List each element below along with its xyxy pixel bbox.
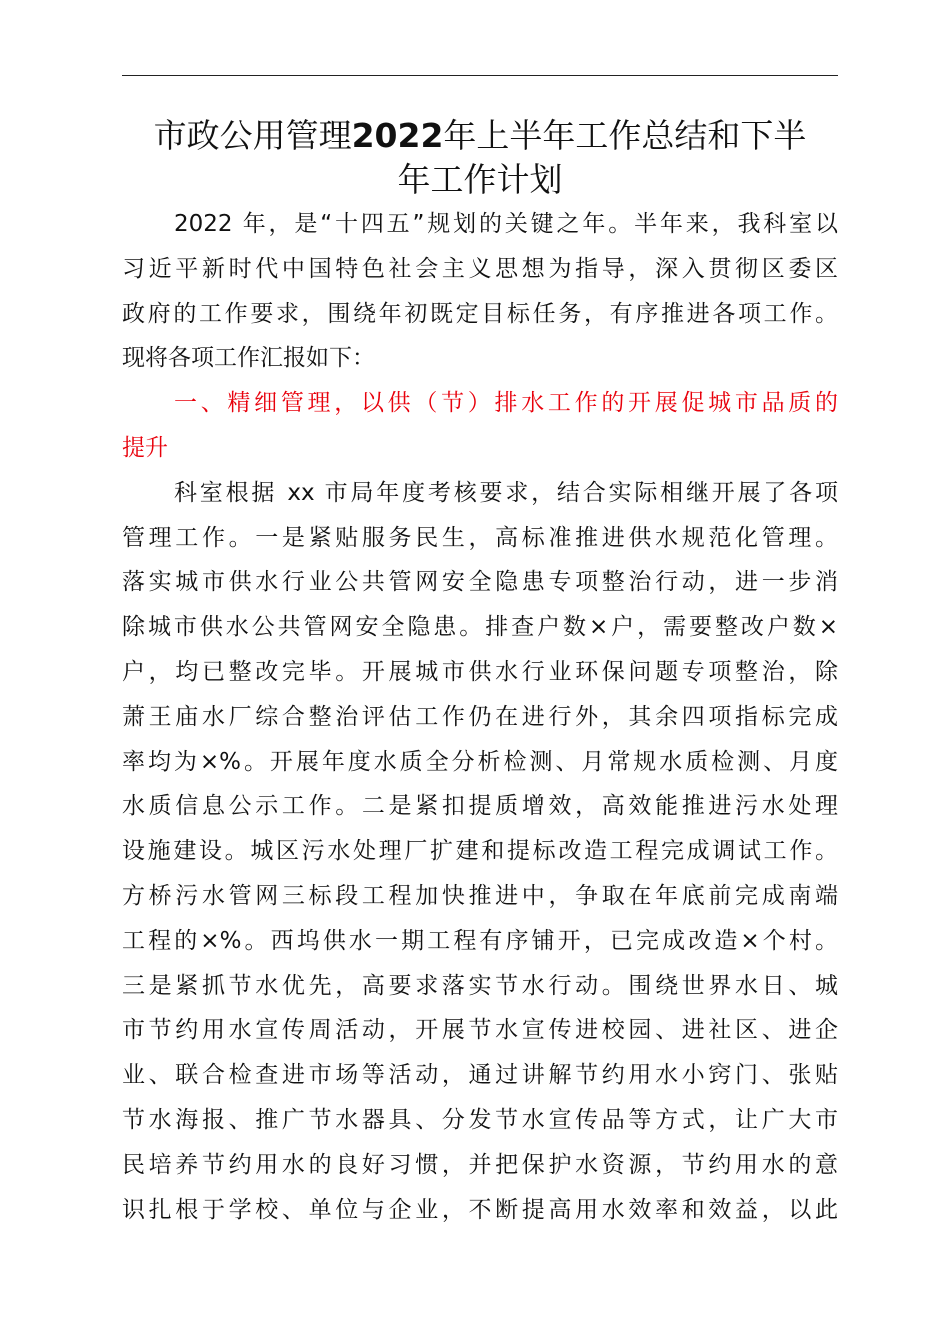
paragraph-line: 节水海报、推广节水器具、分发节水宣传品等方式，让广大市 [122,1106,838,1133]
title-prefix: 市政公用管理 [153,116,352,155]
paragraph-line: 水质信息公示工作。二是紧扣提质增效，高效能推进污水处理 [122,793,838,820]
paragraph-line: 户，均已整改完毕。开展城市供水行业环保问题专项整治，除 [122,658,838,685]
paragraph-line: 市节约用水宣传周活动，开展节水宣传进校园、进社区、进企 [122,1017,838,1044]
section-heading-1 [122,381,838,471]
title-suffix: 年上半年工作总结和下半 [443,116,807,155]
paragraph-line: 工程的×%。西坞供水一期工程有序铺开，已完成改造×个村。 [122,927,838,954]
intro-line: 习近平新时代中国特色社会主义思想为指导，深入贯彻区委区 [122,255,838,282]
heading-line: 提升 [122,434,168,461]
paragraph-line: 设施建设。城区污水处理厂扩建和提标改造工程完成调试工作。 [122,838,838,865]
paragraph-line: 业、联合检查进市场等活动，通过讲解节约用水小窍门、张贴 [122,1062,838,1089]
intro-line: 政府的工作要求，围绕年初既定目标任务，有序推进各项工作。 [122,300,838,327]
intro-paragraph [122,202,838,381]
title-line-1 [100,114,860,158]
paragraph-line: 率均为×%。开展年度水质全分析检测、月常规水质检测、月度 [122,748,838,775]
paragraph-line: 民培养节约用水的良好习惯，并把保护水资源，节约用水的意 [122,1151,838,1178]
intro-line: 现将各项工作汇报如下： [122,345,375,372]
paragraph-line: 方桥污水管网三标段工程加快推进中，争取在年底前完成南端 [122,882,838,909]
section-1-paragraph [122,471,838,1233]
intro-line: 2022 年，是“十四五”规划的关键之年。半年来，我科室以 [174,211,838,237]
paragraph-line: 科室根据 xx 市局年度考核要求，结合实际相继开展了各项 [174,479,838,506]
paragraph-line: 萧王庙水厂综合整治评估工作仍在进行外，其余四项指标完成 [122,703,838,730]
paragraph-line: 三是紧抓节水优先，高要求落实节水行动。围绕世界水日、城 [122,972,838,999]
document-body [122,202,838,1232]
title-line-2: 年工作计划 [397,160,563,199]
header-rule [122,75,838,76]
document-title [100,114,860,202]
title-year: 2022 [351,116,444,155]
heading-line: 一、精细管理，以供（节）排水工作的开展促城市品质的 [174,390,838,417]
paragraph-line: 除城市供水公共管网安全隐患。排查户数×户，需要整改户数× [122,614,838,641]
paragraph-line: 落实城市供水行业公共管网安全隐患专项整治行动，进一步消 [122,569,838,596]
paragraph-line: 管理工作。一是紧贴服务民生，高标准推进供水规范化管理。 [122,524,838,551]
paragraph-line: 识扎根于学校、单位与企业，不断提高用水效率和效益，以此 [122,1196,838,1223]
